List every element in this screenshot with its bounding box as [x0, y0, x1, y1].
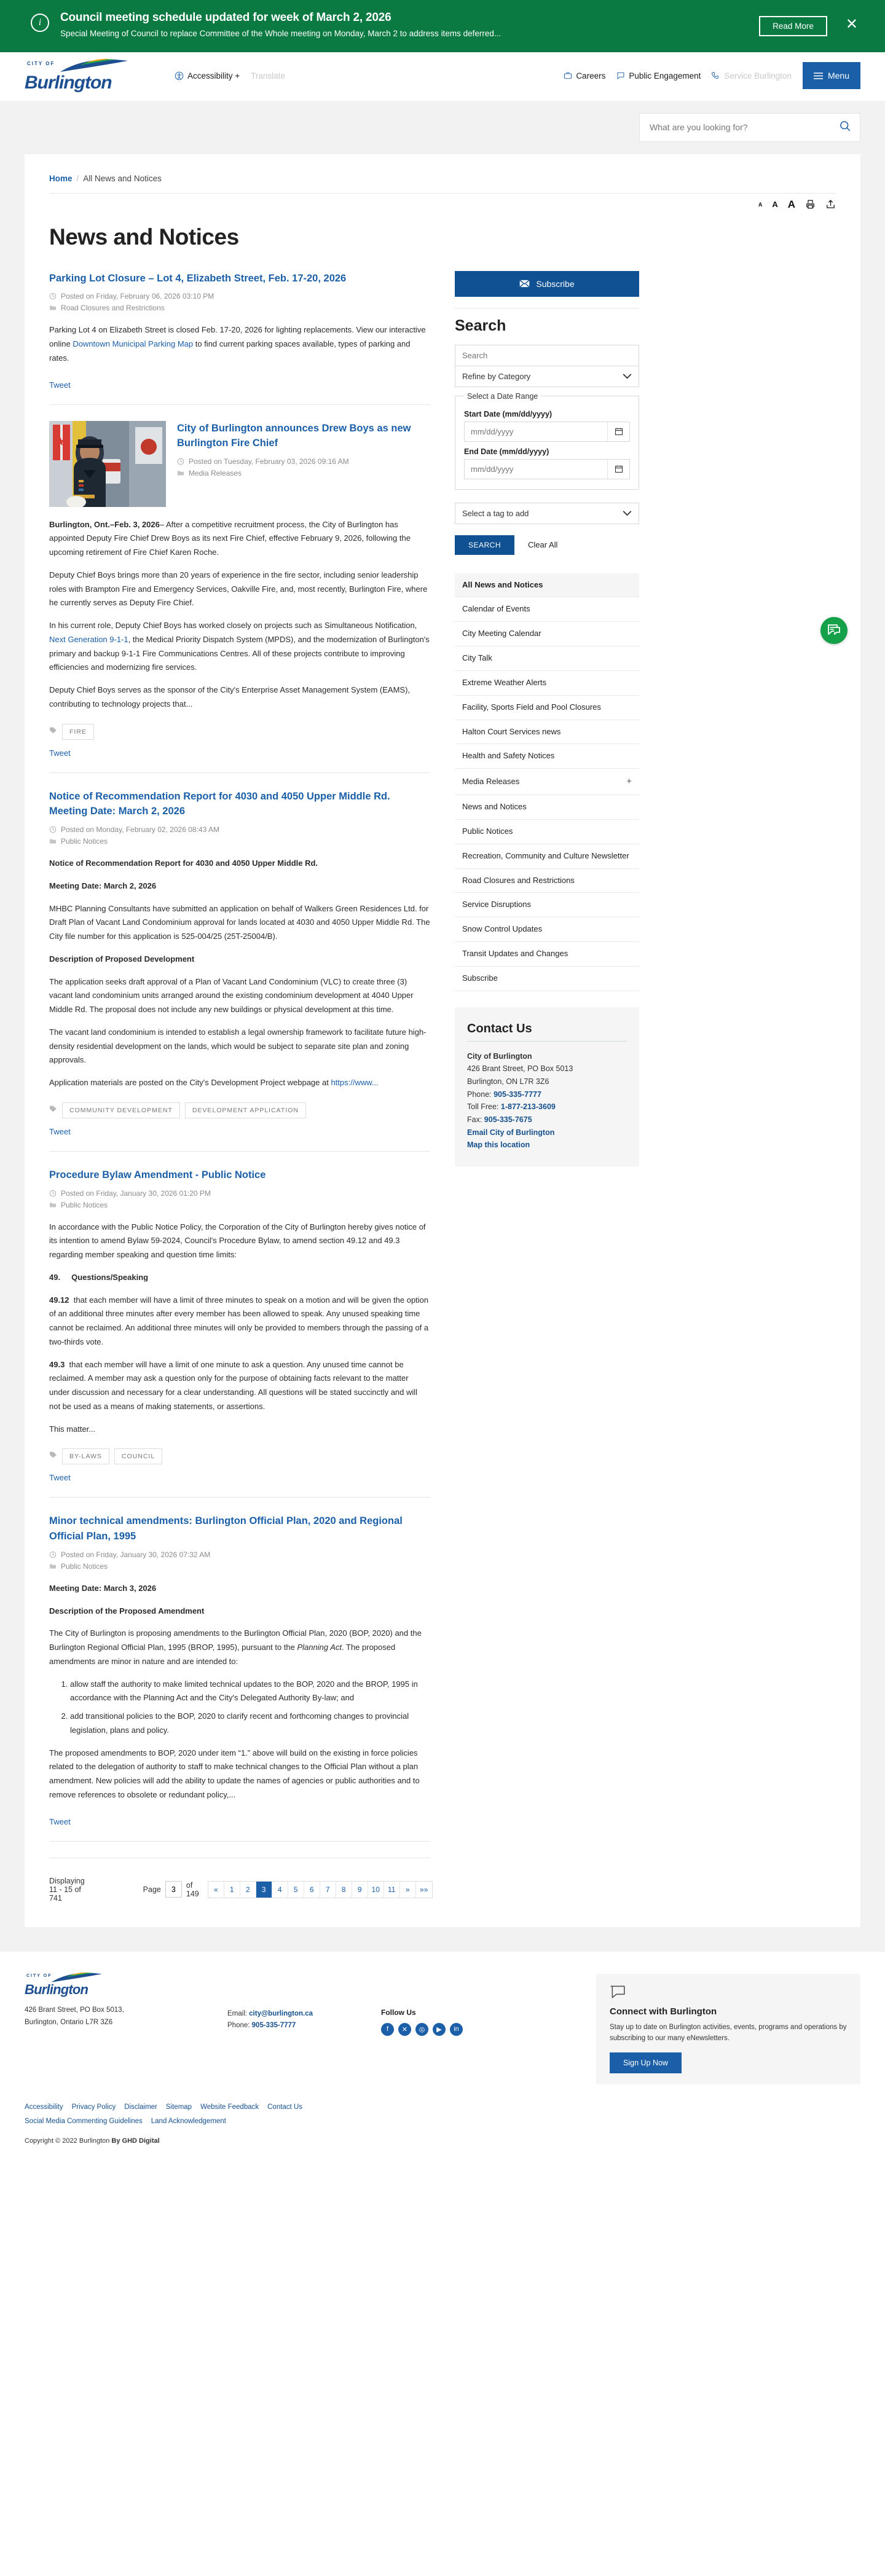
- pagination-first[interactable]: «: [208, 1882, 224, 1898]
- subscribe-label: Subscribe: [536, 278, 575, 289]
- chevron-down-icon: [623, 511, 632, 516]
- article-item: [49, 271, 430, 405]
- tag-chip[interactable]: FIRE: [62, 724, 94, 740]
- folder-icon: [177, 469, 184, 477]
- footer-follow-heading: Follow Us: [381, 2008, 416, 2017]
- article-body: Burlington, Ont.–Feb. 3, 2026– After a competitive recruitment process, the City of Burlington has appointed Deputy Fire Chief Drew Boys as its next Fire Chief, effective February 9, 2026, following the upcoming retirement of Fire Chief Karen Roche. Deputy Chief Boys brings more than 20 years of experience in the fire sector, including senior leadership roles with Brampton Fire and Emergency Services, Oakville Fire, and, most recently, Burlington Fire, where he currently serves as Deputy Fire Chief. In his current role, Deputy Chief Boys has worked closely on projects such as Simultaneous Notification, Next Generation 9-1-1, the Medical Priority Dispatch System (MPDS), and the modernization of Burlington's primary and backup 9-1-1 Fire Communications Centres. All of these projects contribute to improving efficiencies and modernizing fire services. Deputy Chief Boys serves as the sponsor of the City's Enterprise Asset Management System (EAMS), contributing to technology projects that...: [49, 519, 430, 709]
- sidebar-item-11[interactable]: [455, 844, 639, 868]
- pagination-page-4[interactable]: 4: [272, 1882, 288, 1898]
- menu-button[interactable]: [803, 62, 860, 89]
- x-twitter-icon[interactable]: ✕: [398, 2023, 411, 2036]
- alert-subtitle: Special Meeting of Council to replace Committee of the Whole meeting on Monday, March 2 to address items deferred...: [60, 29, 502, 38]
- article-posted: [49, 825, 430, 834]
- tag-icon: [49, 726, 57, 737]
- article-category-text: Public Notices: [61, 837, 108, 846]
- tweet-link[interactable]: Tweet: [49, 748, 71, 758]
- sidebar-search-button[interactable]: SEARCH: [455, 535, 514, 555]
- contact-heading: Contact Us: [467, 1021, 532, 1035]
- article-category-text: Public Notices: [61, 1200, 108, 1209]
- clock-icon: [49, 1551, 57, 1558]
- folder-icon: [49, 1563, 57, 1570]
- sidebar-item-1[interactable]: [455, 597, 639, 621]
- article-posted-text: Posted on Monday, February 02, 2026 08:43 AM: [61, 825, 219, 834]
- pagination-count: Displaying 11 - 15 of 741: [49, 1876, 85, 1903]
- tag-chip[interactable]: COMMUNITY DEVELOPMENT: [62, 1102, 180, 1118]
- speech-bubble-icon: [616, 71, 625, 80]
- folder-icon: [49, 304, 57, 312]
- article-tags: [49, 1102, 430, 1118]
- pagination-page-label: Page: [143, 1885, 161, 1894]
- tweet-link[interactable]: Tweet: [49, 1473, 71, 1483]
- pagination-last[interactable]: »»: [420, 1885, 428, 1894]
- end-date-row[interactable]: [464, 459, 630, 479]
- footer-address-2: Burlington, Ontario L7R 3Z6: [25, 2019, 113, 2026]
- footer-phone-row: [227, 2020, 363, 2032]
- expand-plus-icon[interactable]: +: [626, 776, 632, 787]
- end-date-input[interactable]: [465, 460, 607, 479]
- footer-connect-text: Stay up to date on Burlington activities, events, programs and operations by subscribing to our many eNewsletters.: [610, 2023, 847, 2042]
- sidebar-item-label: Media Releases: [462, 776, 520, 786]
- sidebar-search-input[interactable]: [455, 345, 639, 366]
- sidebar-item-label: Health and Safety Notices: [462, 751, 555, 761]
- footer-logo-burlington: Burlington: [25, 1981, 88, 1997]
- tag-icon: [49, 1451, 57, 1462]
- search-box[interactable]: [639, 113, 860, 142]
- sidebar-item-label: Road Closures and Restrictions: [462, 875, 575, 885]
- footer-connect-heading: Connect with Burlington: [610, 2006, 717, 2017]
- article-posted-text: Posted on Tuesday, February 03, 2026 09:16 AM: [189, 457, 349, 466]
- calendar-icon[interactable]: [607, 422, 629, 441]
- contact-divider: [467, 1041, 627, 1042]
- alert-title: Council meeting schedule updated for week of March 2, 2026: [60, 11, 391, 24]
- footer-link[interactable]: Accessibility: [25, 2103, 63, 2111]
- sidebar-item-12[interactable]: [455, 868, 639, 893]
- clock-icon: [49, 826, 57, 833]
- contact-address-1: 426 Brant Street, PO Box 5013: [467, 1064, 573, 1074]
- accessibility-label: Accessibility +: [187, 71, 240, 80]
- article-item: [49, 421, 430, 773]
- font-size-medium-button[interactable]: A: [772, 200, 778, 210]
- calendar-icon[interactable]: [607, 460, 629, 479]
- breadcrumb-home[interactable]: Home: [49, 173, 73, 183]
- sidebar-item-5[interactable]: [455, 695, 639, 720]
- sidebar-item-13[interactable]: [455, 892, 639, 917]
- sidebar: [455, 271, 639, 1166]
- tag-icon: [49, 1105, 57, 1116]
- contact-fax-link[interactable]: 905-335-7675: [484, 1115, 532, 1124]
- contact-address-2: Burlington, ON L7R 3Z6: [467, 1077, 549, 1086]
- careers-label: Careers: [576, 71, 606, 80]
- instagram-icon[interactable]: ◎: [415, 2023, 428, 2036]
- accessibility-link[interactable]: [175, 71, 240, 80]
- sidebar-item-label: Halton Court Services news: [462, 726, 561, 736]
- sidebar-item-2[interactable]: [455, 621, 639, 646]
- article-posted-text: Posted on Friday, February 06, 2026 03:10 PM: [61, 292, 214, 301]
- footer-email-label: Email:: [227, 2009, 247, 2017]
- pagination-page-2[interactable]: 2: [240, 1882, 256, 1898]
- sidebar-item-15[interactable]: [455, 941, 639, 966]
- refine-by-category-label: Refine by Category: [462, 371, 531, 381]
- date-range-legend: Select a Date Range: [467, 391, 538, 401]
- footer-link[interactable]: Sitemap: [165, 2103, 192, 2111]
- start-date-row[interactable]: [464, 422, 630, 442]
- article-tags: [49, 1448, 430, 1464]
- article-body: Meeting Date: March 3, 2026 Description of the Proposed Amendment The City of Burlington is proposing amendments to the Burlington Official Plan, 2020 (BOP, 2020) and the Burlington Regional Official Plan, 1995 (BROP, 1995), pursuant to the Planning Act. The proposed amendments are minor in nature and are intended to: 1. allow staff the authority to make limited technical updates to the BOP, 2020 and the BROP, 1995 in accordance with the Planning Act and the City's Delegated Authority By-law; and 2. add transitional policies to the BOP, 2020 to clarify recent and forthcoming changes to provincial legislation, plans and policy. The proposed amendments to BOP, 2020 under item “1.” above will build on the existing in force policies related to the delegation of authority to staff to make technical changes to the Official Plan without a plan amendment. New policies will add the ability to update the names of agencies or public authorities and to remove references to obsolete or redundant policy,...: [49, 1582, 430, 1802]
- hamburger-icon: [814, 72, 823, 80]
- breadcrumb-current: All News and Notices: [83, 173, 162, 183]
- sidebar-item-7[interactable]: [455, 744, 639, 768]
- breadcrumb: [49, 170, 836, 194]
- service-burlington-label: Service Burlington: [724, 71, 792, 80]
- pagination-next[interactable]: »: [400, 1882, 416, 1898]
- sidebar-item-label: Calendar of Events: [462, 604, 530, 614]
- footer-email-row: [227, 2008, 363, 2020]
- pagination-page-5[interactable]: 5: [288, 1882, 304, 1898]
- sidebar-item-16[interactable]: [455, 966, 639, 991]
- pagination-list: [208, 1881, 433, 1898]
- swoosh-icon: [50, 1972, 106, 1984]
- share-icon[interactable]: [825, 199, 836, 210]
- folder-icon: [49, 1201, 57, 1209]
- article-category: [177, 469, 430, 477]
- read-more-button[interactable]: Read More: [759, 16, 827, 36]
- sidebar-item-4[interactable]: [455, 670, 639, 695]
- pagination-page-3[interactable]: 3: [256, 1882, 272, 1898]
- contact-email-link[interactable]: Email City of Burlington: [467, 1128, 555, 1137]
- start-date-label: Start Date (mm/dd/yyyy): [464, 409, 553, 418]
- chat-bubble-icon[interactable]: [820, 617, 848, 644]
- contact-phone-label: Phone:: [467, 1090, 492, 1099]
- article-category: [49, 1201, 430, 1209]
- tag-select-label: Select a tag to add: [462, 508, 529, 518]
- sidebar-item-label: City Talk: [462, 653, 492, 663]
- sidebar-item-label: Recreation, Community and Culture Newsletter: [462, 850, 629, 860]
- footer-copyright: [25, 2137, 860, 2156]
- article-title-link[interactable]: Parking Lot Closure – Lot 4, Elizabeth Street, Feb. 17-20, 2026: [49, 272, 347, 284]
- search-icon[interactable]: [839, 120, 851, 135]
- next-generation-911-link[interactable]: Next Generation 9-1-1: [49, 634, 128, 644]
- development-project-link[interactable]: https://www...: [331, 1078, 379, 1088]
- article-category-text: Public Notices: [61, 1561, 108, 1571]
- tweet-link[interactable]: Tweet: [49, 380, 71, 390]
- sidebar-item-8[interactable]: [455, 768, 639, 795]
- public-engagement-link[interactable]: [616, 71, 701, 80]
- article-title-link[interactable]: Minor technical amendments: Burlington Official Plan, 2020 and Regional Official Plan, 1995: [49, 1515, 403, 1542]
- tag-select[interactable]: [455, 503, 639, 524]
- linkedin-icon[interactable]: in: [450, 2023, 463, 2036]
- footer-link[interactable]: Contact Us: [267, 2103, 303, 2111]
- sidebar-item-label: City Meeting Calendar: [462, 629, 541, 638]
- copyright-text: Copyright © 2022 Burlington: [25, 2137, 110, 2145]
- pagination-page-11[interactable]: 11: [384, 1882, 400, 1898]
- article-category: [49, 837, 430, 846]
- folder-icon: [49, 838, 57, 845]
- chevron-down-icon: [623, 374, 632, 379]
- header-utility-left: [175, 71, 285, 80]
- footer-link[interactable]: Disclaimer: [124, 2103, 157, 2111]
- contact-card: [455, 1007, 639, 1166]
- public-engagement-label: Public Engagement: [629, 71, 701, 80]
- footer-email-link[interactable]: city@burlington.ca: [249, 2009, 313, 2017]
- contact-toll-row: [467, 1101, 627, 1113]
- global-search-strip: [0, 101, 885, 154]
- article-item: [49, 1514, 430, 1841]
- sidebar-item-label: Subscribe: [462, 973, 498, 983]
- header-utility-right: [564, 71, 792, 80]
- copyright-vendor: By GHD Digital: [111, 2137, 160, 2145]
- footer-phone-label: Phone:: [227, 2022, 250, 2030]
- logo-burlington: Burlington: [25, 72, 112, 93]
- article-list: [49, 271, 430, 1903]
- article-posted: [49, 1189, 430, 1198]
- breadcrumb-separator: /: [76, 173, 79, 183]
- site-header: [0, 52, 885, 101]
- clock-icon: [49, 1190, 57, 1197]
- menu-label: Menu: [827, 71, 849, 81]
- sidebar-item-6[interactable]: [455, 720, 639, 744]
- logo-city-of: CITY OF: [27, 60, 55, 66]
- envelope-icon: [519, 280, 530, 288]
- clock-icon: [49, 293, 57, 300]
- youtube-icon[interactable]: ▶: [433, 2023, 446, 2036]
- footer-address: [25, 2005, 209, 2028]
- article-title-link[interactable]: Procedure Bylaw Amendment - Public Notice: [49, 1169, 266, 1180]
- article-category-text: Media Releases: [189, 469, 242, 478]
- contact-fax-row: [467, 1113, 627, 1126]
- footer-phone-link[interactable]: 905-335-7777: [251, 2022, 296, 2030]
- article-body: Notice of Recommendation Report for 4030 and 4050 Upper Middle Rd. Meeting Date: March 2, 2026 MHBC Planning Consultants have submitted an application on behalf of Walkers Green Residences Ltd. for Draft Plan of Vacant Land Condominium approval for lands located at 4030 and 4050 Upper Middle Rd. The City file number for this application is 525-004/25 (25T-25004/B). Description of Proposed Development The application seeks draft approval of a Plan of Vacant Land Condominium (VLC) to create three (3) vacant land condominium units arranged around the existing condominium development at 4040 Upper Middle Rd. The proposal does not include any new buildings or physical development at this time. The vacant land condominium is intended to establish a legal ownership framework to facilitate future high-density residential development on the lands, which would be subject to separate site plan and zoning approvals. Application materials are posted on the City's Development Project webpage at https://www...: [49, 858, 430, 1088]
- footer-socials: [381, 2023, 492, 2036]
- article-body: In accordance with the Public Notice Policy, the Corporation of the City of Burlington hereby gives notice of its intention to amend Bylaw 59-2024, Council's Procedure Bylaw, to amend section 49.12 and 49.3 regarding member speaking and question time limits: 49. Questions/Speaking 49.12 that each member will have a limit of three minutes to speak on a motion and will be given the option of an additional three minutes after every member has been allowed to speak. Any unused speaking time cannot be reclaimed. An additional three minutes will only be provided to members through the passing of a two-thirds vote. 49.3 that each member will have a limit of one minute to ask a question. Any unused time cannot be reclaimed. A member may ask a question only for the purpose of obtaining facts relevant to the matter under discussion and necessary for a clear understanding. All questions will be stated succinctly and will not be used as a means of making statements, or assertions. This matter...: [49, 1222, 429, 1434]
- service-burlington-link[interactable]: [712, 71, 792, 80]
- article-body: Parking Lot 4 on Elizabeth Street is closed Feb. 17-20, 2026 for lighting replacements. View our interactive online Downtown Municipal Parking Map to find current parking spaces available, types of parking and rates.: [49, 325, 426, 363]
- sidebar-nav-list: [455, 573, 639, 991]
- sidebar-item-14[interactable]: [455, 917, 639, 941]
- footer-logo[interactable]: [25, 1974, 209, 1997]
- article-category: [49, 1562, 430, 1571]
- footer-links-row-2: [25, 2115, 860, 2129]
- accessibility-icon: [175, 71, 184, 80]
- facebook-icon[interactable]: f: [381, 2023, 394, 2036]
- footer-links-row-1: [25, 2100, 860, 2115]
- page-body: [0, 154, 885, 1952]
- article-posted: [49, 1550, 430, 1559]
- sidebar-item-label: All News and Notices: [462, 579, 543, 589]
- sidebar-item-label: Service Disruptions: [462, 900, 531, 909]
- page-title: News and Notices: [49, 224, 239, 249]
- contact-toll-label: Toll Free:: [467, 1102, 499, 1112]
- article-title-link[interactable]: City of Burlington announces Drew Boys as new Burlington Fire Chief: [177, 422, 411, 449]
- tweet-link[interactable]: Tweet: [49, 1816, 71, 1826]
- info-icon: i: [31, 14, 49, 32]
- clock-icon: [177, 458, 184, 465]
- article-category-text: Road Closures and Restrictions: [61, 304, 165, 313]
- tag-chip[interactable]: BY-LAWS: [62, 1448, 109, 1464]
- translate-label: Translate: [251, 71, 285, 80]
- search-input[interactable]: [648, 122, 839, 133]
- fire-chief-photo: [49, 421, 166, 507]
- pagination-page-input[interactable]: [165, 1881, 182, 1898]
- sidebar-item-label: Snow Control Updates: [462, 924, 543, 934]
- page-tools: [49, 194, 836, 211]
- parking-map-link[interactable]: Downtown Municipal Parking Map: [73, 339, 194, 349]
- contact-org: City of Burlington: [467, 1051, 532, 1061]
- site-logo[interactable]: [25, 61, 148, 91]
- careers-link[interactable]: [564, 71, 605, 80]
- sidebar-item-label: Transit Updates and Changes: [462, 949, 568, 959]
- sidebar-item-label: Extreme Weather Alerts: [462, 677, 547, 687]
- refine-by-category-select[interactable]: [455, 366, 639, 387]
- site-footer: [0, 1952, 885, 2162]
- pagination-page-7[interactable]: 7: [320, 1882, 336, 1898]
- sign-up-now-button[interactable]: Sign Up Now: [610, 2052, 682, 2073]
- subscribe-button[interactable]: [455, 271, 639, 297]
- footer-link[interactable]: Privacy Policy: [71, 2103, 116, 2111]
- article-posted: [49, 292, 430, 300]
- print-icon[interactable]: [805, 199, 816, 210]
- pagination-page-1[interactable]: 1: [224, 1882, 240, 1898]
- sidebar-item-label: Facility, Sports Field and Pool Closures: [462, 702, 601, 712]
- font-size-small-button[interactable]: A: [758, 201, 763, 208]
- article-posted-text: Posted on Friday, January 30, 2026 07:32 AM: [61, 1550, 211, 1559]
- tag-chip[interactable]: COUNCIL: [114, 1448, 162, 1464]
- footer-address-1: 426 Brant Street, PO Box 5013,: [25, 2006, 124, 2014]
- sidebar-item-3[interactable]: [455, 646, 639, 670]
- article-tags: [49, 724, 430, 740]
- sidebar-item-label: Public Notices: [462, 826, 513, 836]
- pagination-page-10[interactable]: 10: [368, 1882, 384, 1898]
- contact-phone-row: [467, 1088, 627, 1101]
- translate-link[interactable]: [251, 71, 285, 80]
- article-title-link[interactable]: Notice of Recommendation Report for 4030 and 4050 Upper Middle Rd. Meeting Date: March 2, 2026: [49, 790, 390, 817]
- alert-banner: [0, 0, 885, 52]
- article-thumbnail[interactable]: [49, 421, 166, 507]
- phone-icon: [712, 71, 720, 80]
- tweet-link[interactable]: Tweet: [49, 1126, 71, 1136]
- contact-map-link[interactable]: Map this location: [467, 1141, 530, 1150]
- footer-logo-city-of: CITY OF: [26, 1973, 52, 1978]
- pagination-page-9[interactable]: 9: [352, 1882, 368, 1898]
- footer-links: [25, 2100, 860, 2129]
- end-date-label: End Date (mm/dd/yyyy): [464, 447, 549, 456]
- contact-phone-link[interactable]: 905-335-7777: [494, 1090, 541, 1099]
- font-size-large-button[interactable]: A: [787, 198, 795, 210]
- sidebar-item-label: News and Notices: [462, 802, 527, 812]
- date-range-fieldset: [455, 392, 639, 490]
- contact-toll-link[interactable]: 1-877-213-3609: [500, 1102, 556, 1112]
- swoosh-icon: [59, 58, 133, 74]
- briefcase-icon: [564, 71, 572, 80]
- clear-all-button[interactable]: Clear All: [528, 540, 558, 550]
- sidebar-item-0[interactable]: [455, 573, 639, 597]
- article-item: [49, 789, 430, 1152]
- close-icon[interactable]: ✕: [843, 16, 860, 33]
- footer-link[interactable]: Social Media Commenting Guidelines: [25, 2118, 143, 2126]
- article-category: [49, 304, 430, 312]
- sidebar-item-10[interactable]: [455, 819, 639, 844]
- pagination: [49, 1858, 430, 1903]
- sidebar-item-9[interactable]: [455, 795, 639, 819]
- speech-bubble-icon: [610, 1985, 626, 1998]
- article-posted-text: Posted on Friday, January 30, 2026 01:20 PM: [61, 1188, 211, 1198]
- article-posted: [177, 457, 430, 466]
- pagination-page-6[interactable]: 6: [304, 1882, 320, 1898]
- footer-connect-card: [596, 1974, 860, 2085]
- tag-chip[interactable]: DEVELOPMENT APPLICATION: [185, 1102, 306, 1118]
- pagination-of-label: of 149: [186, 1880, 199, 1898]
- sidebar-search-heading: Search: [455, 316, 506, 334]
- footer-link[interactable]: Website Feedback: [200, 2103, 259, 2111]
- footer-link[interactable]: Land Acknowledgement: [151, 2118, 226, 2126]
- start-date-input[interactable]: [465, 422, 607, 441]
- article-item: [49, 1168, 430, 1498]
- pagination-page-8[interactable]: 8: [336, 1882, 352, 1898]
- contact-fax-label: Fax:: [467, 1115, 482, 1124]
